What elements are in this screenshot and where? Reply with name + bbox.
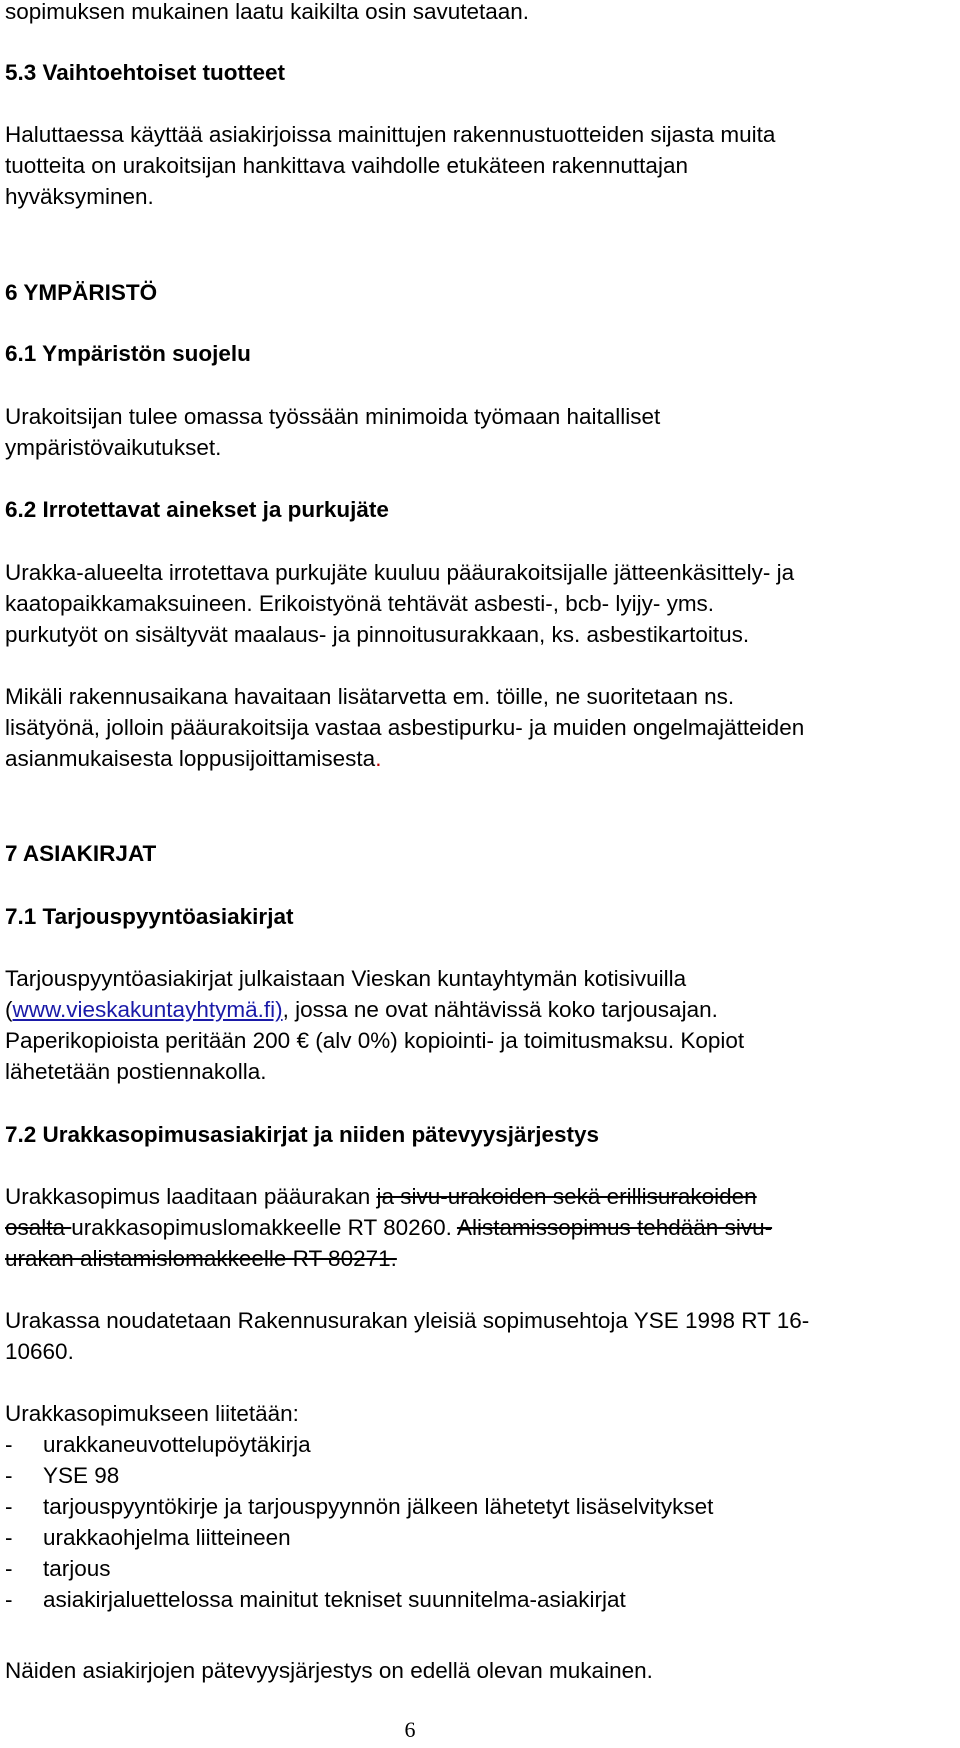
- paragraph-line: Haluttaessa käyttää asiakirjoissa mainittujen rakennustuotteiden sijasta muita: [5, 122, 776, 147]
- paragraph-line: Urakassa noudatetaan Rakennusurakan yleisiä sopimusehtoja YSE 1998 RT 16-: [5, 1308, 810, 1333]
- list-item-text: urakkaneuvottelupöytäkirja: [43, 1432, 311, 1457]
- paragraph-line: kaatopaikkamaksuineen. Erikoistyönä tehtävät asbesti-, bcb- lyijy- yms.: [5, 591, 715, 616]
- paragraph-line: [5, 1213, 772, 1243]
- paragraph-line: Paperikopioista peritään 200 € (alv 0%) kopiointi- ja toimitusmaksu. Kopiot: [5, 1028, 745, 1053]
- heading-5-3: 5.3 Vaihtoehtoiset tuotteet: [5, 60, 286, 85]
- paragraph-text: urakkasopimuslomakkeelle RT 80260.: [71, 1215, 457, 1240]
- closing-paragraph: Näiden asiakirjojen pätevyysjärjestys on edellä olevan mukainen.: [5, 1658, 653, 1683]
- paragraph-line: 10660.: [5, 1339, 74, 1364]
- paragraph-line: Mikäli rakennusaikana havaitaan lisätarvetta em. töille, ne suoritetaan ns.: [5, 684, 735, 709]
- heading-7: 7 ASIAKIRJAT: [5, 841, 157, 866]
- dash-bullet: -: [5, 1494, 13, 1519]
- paragraph-line: [5, 1244, 397, 1274]
- list-item-text: asiakirjaluettelossa mainitut tekniset suunnitelma-asiakirjat: [43, 1587, 626, 1612]
- list-item: [5, 1492, 713, 1522]
- struck-text: osalta: [5, 1215, 72, 1240]
- heading-7-2: 7.2 Urakkasopimusasiakirjat ja niiden pätevyysjärjestys: [5, 1122, 600, 1147]
- list-item-text: urakkaohjelma liitteineen: [43, 1525, 291, 1550]
- struck-text: urakan alistamislomakkeelle RT 80271.: [5, 1246, 397, 1271]
- paragraph-text: asianmukaisesta loppusijoittamisesta: [5, 746, 376, 771]
- paragraph-line: [5, 995, 718, 1025]
- paragraph-line: purkutyöt on sisältyvät maalaus- ja pinnoitusurakkaan, ks. asbestikartoitus.: [5, 622, 750, 647]
- paragraph-line: hyväksyminen.: [5, 184, 154, 209]
- website-link[interactable]: www.vieskakuntayhtymä.fi): [12, 997, 283, 1022]
- list-item-text: tarjouspyyntökirje ja tarjouspyynnön jälkeen lähetetyt lisäselvitykset: [43, 1494, 714, 1519]
- dash-bullet: -: [5, 1525, 13, 1550]
- heading-7-1: 7.1 Tarjouspyyntöasiakirjat: [5, 904, 294, 929]
- paragraph-line: lisätyönä, jolloin pääurakoitsija vastaa asbestipurku- ja muiden ongelmajätteiden: [5, 715, 805, 740]
- struck-text: ja sivu-urakoiden sekä erillisurakoiden: [376, 1184, 757, 1209]
- paragraph-text: Urakkasopimus laaditaan pääurakan: [5, 1184, 377, 1209]
- paragraph-line: Tarjouspyyntöasiakirjat julkaistaan Vieskan kuntayhtymän kotisivuilla: [5, 966, 687, 991]
- heading-6-1: 6.1 Ympäristön suojelu: [5, 341, 251, 366]
- heading-6: 6 YMPÄRISTÖ: [5, 280, 158, 305]
- dash-bullet: -: [5, 1587, 13, 1612]
- heading-6-2: 6.2 Irrotettavat ainekset ja purkujäte: [5, 497, 389, 522]
- dash-bullet: -: [5, 1432, 13, 1457]
- struck-text: Alistamissopimus tehdään sivu-: [456, 1215, 773, 1240]
- paragraph-line: Urakoitsijan tulee omassa työssään minimoida työmaan haitalliset: [5, 404, 661, 429]
- paragraph-line: ympäristövaikutukset.: [5, 435, 222, 460]
- list-item-text: YSE 98: [43, 1463, 120, 1488]
- list-item: [5, 1461, 119, 1491]
- paragraph-line: lähetetään postiennakolla.: [5, 1059, 267, 1084]
- list-item: [5, 1554, 111, 1584]
- paragraph-line: tuotteita on urakoitsijan hankittava vaihdolle etukäteen rakennuttajan: [5, 153, 688, 178]
- list-item: [5, 1585, 626, 1615]
- red-period: .: [375, 746, 382, 771]
- list-item: [5, 1523, 291, 1553]
- list-item-text: tarjous: [43, 1556, 111, 1581]
- paren-open: (: [5, 997, 13, 1022]
- paragraph-line: sopimuksen mukainen laatu kaikilta osin savutetaan.: [5, 0, 530, 24]
- list-item: [5, 1430, 311, 1460]
- attachments-intro: Urakkasopimukseen liitetään:: [5, 1401, 299, 1426]
- paragraph-text: , jossa ne ovat nähtävissä koko tarjousajan.: [282, 997, 718, 1022]
- paragraph-line: [5, 1182, 757, 1212]
- paragraph-line: Urakka-alueelta irrotettava purkujäte kuuluu pääurakoitsijalle jätteenkäsittely- ja: [5, 560, 795, 585]
- dash-bullet: -: [5, 1556, 13, 1581]
- dash-bullet: -: [5, 1463, 13, 1488]
- page-number: 6: [404, 1717, 416, 1742]
- paragraph-line: [5, 744, 381, 774]
